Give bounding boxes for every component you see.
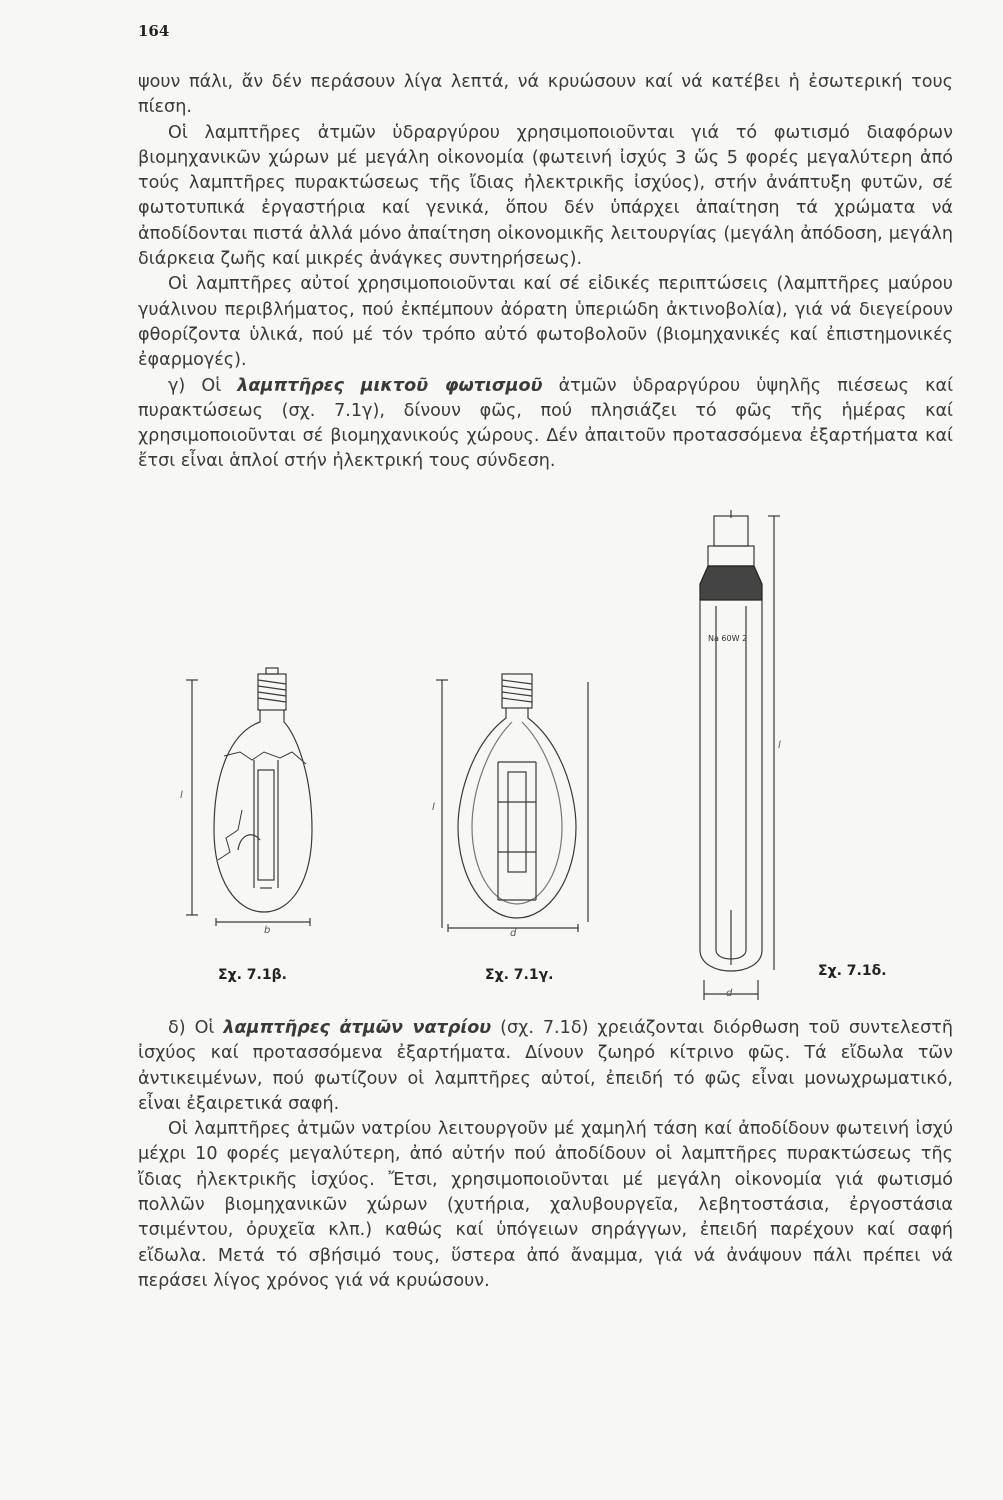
figure-7-1b: [180, 660, 320, 950]
dimension-label-width: d: [510, 928, 517, 939]
caption-7-1b: Σχ. 7.1β.: [218, 967, 287, 983]
term-mixed-light: λαμπτῆρες μικτοῦ φωτισμοῦ: [237, 375, 543, 396]
item-marker: δ) Οἱ: [168, 1018, 215, 1038]
dimension-label-width: b: [264, 925, 271, 936]
caption-7-1d: Σχ. 7.1δ.: [818, 963, 887, 979]
paragraph-sodium-lamps: [138, 1016, 953, 1117]
lamp-illustration: [180, 660, 320, 950]
text-block-top: [138, 70, 953, 475]
dimension-label-height: l: [778, 740, 781, 751]
figure-7-1g: [428, 662, 598, 942]
page-number: 164: [138, 22, 170, 40]
paragraph-mixed-light: [138, 374, 953, 475]
dimension-label-height: l: [180, 790, 183, 801]
dimension-label-height: l: [432, 802, 435, 813]
item-text: (σχ. 7.1δ) χρειάζονται διόρθωση τοῦ συντελεστῆ ἰσχύος καί προτασσόμενα ἐξαρτήματα. Δίνουν ζωηρό κίτρινο φῶς. Τά εἴδωλα τῶν ἀντικειμένων, πού φωτίζουν οἱ λαμπτῆρες αὐτοί, ἐπειδή τό φῶς εἶναι μονωχρωματικό, εἶναι ἐξαιρετικά σαφή.: [138, 1018, 953, 1114]
caption-7-1g: Σχ. 7.1γ.: [485, 967, 554, 983]
paragraph-sodium-operation: Οἱ λαμπτῆρες ἀτμῶν νατρίου λειτουργοῦν μέ χαμηλή τάση καί ἀποδίδουν φωτεινή ἰσχύ μέχρι 10 φορές μεγαλύτερη, ἀπό αὐτήν πού ἀποδίδουν οἱ λαμπτῆρες πυρακτώσεως τῆς ἴδιας ἠλεκτρικῆς ἰσχύος. Ἔτσι, χρησιμοποιοῦνται μέ μεγάλη οἰκονομία γιά φωτισμό πολλῶν βιομηχανικῶν χώρων (χυτήρια, χαλυβουργεῖα, λεβητοστάσια, ἐργοστάσια τσιμέντου, ὀρυχεῖα κλπ.) καθώς καί ὑπόγειων σηράγγων, ἐπειδή παρέχουν καί σαφή εἴδωλα. Μετά τό σβήσιμό τους, ὕστερα ἀπό ἄναμμα, γιά νά ἀνάψουν πάλι πρέπει νά περάσει λίγος χρόνος γιά νά κρυώσουν.: [138, 1119, 953, 1291]
figure-7-1d: [686, 510, 796, 1000]
term-sodium-lamps: λαμπτῆρες ἀτμῶν νατρίου: [223, 1018, 492, 1038]
paragraph-special-cases: Οἱ λαμπτῆρες αὐτοί χρησιμοποιοῦνται καί σέ εἰδικές περιπτώσεις (λαμπτῆρες μαύρου γυάλινου περιβλήματος, πού ἐκπέμπουν ἀόρατη ὑπεριώδη ἀκτινοβολία), γιά νά διεγείρουν φθορίζοντα ὑλικά, πού μέ τόν τρόπο αὐτό φωτοβολοῦν (βιομηχανικές καί ἐπιστημονικές ἐφαρμογές).: [138, 274, 953, 371]
item-text: ἀτμῶν ὑδραργύρου ὑψηλῆς πιέσεως καί πυρακτώσεως (σχ. 7.1γ), δίνουν φῶς, πού πλησιάζει τό φῶς τῆς ἡμέρας καί χρησιμοποιοῦνται σέ βιομηχανικούς χώρους. Δέν ἀπαιτοῦν προτασσόμενα ἐξαρτήματα καί ἔτσι εἶναι ἁπλοί στήν ἠλεκτρική τους σύνδεση.: [138, 375, 954, 472]
paragraph-continuation: ψουν πάλι, ἄν δέν περάσουν λίγα λεπτά, νά κρυώσουν καί νά κατέβει ἡ ἐσωτερική τους πίεση.: [138, 72, 953, 118]
lamp-marking: Na 60W 2: [708, 634, 748, 643]
lamp-illustration: [686, 510, 796, 1000]
lamp-illustration: [428, 662, 598, 942]
dimension-label-width: d: [726, 988, 733, 999]
text-block-bottom: [138, 1016, 953, 1294]
item-marker: γ) Οἱ: [168, 375, 222, 396]
paragraph-mercury-uses: Οἱ λαμπτῆρες ἀτμῶν ὑδραργύρου χρησιμοποιοῦνται γιά τό φωτισμό διαφόρων βιομηχανικῶν χώρων μέ μεγάλη οἰκονομία (φωτεινή ἰσχύς 3 ὥς 5 φορές μεγαλύτερη ἀπό τούς λαμπτῆρες πυρακτώσεως τῆς ἴδιας ἠλεκτρικῆς ἰσχύος), στήν ἀνάπτυξη φυτῶν, σέ φωτοτυπικά ἐργαστήρια καί γενικά, ὅπου δέν ὑπάρχει ἀπαίτηση τά χρώματα νά ἀποδίδονται πιστά ἀλλά μόνο ἀπαίτηση οἰκονομικῆς λειτουργίας (μεγάλη ἀπόδοση, μεγάλη διάρκεια ζωῆς καί μικρές ἀνάγκες συντηρήσεως).: [138, 122, 953, 270]
